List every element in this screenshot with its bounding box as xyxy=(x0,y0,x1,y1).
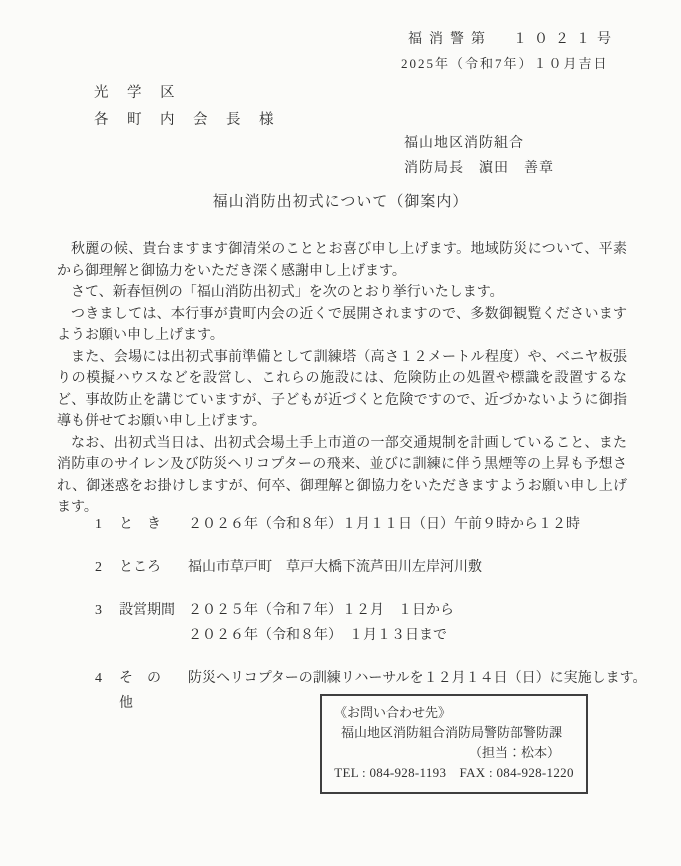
list-item-datetime xyxy=(95,512,635,537)
item-value: 福山市草戸町 草戸大橋下流芦田川左岸河川敷 xyxy=(188,560,482,575)
body-paragraph-traffic-notice: なお、出初式当日は、出初式会場土手上市道の一部交通規制を計画していること、また消防車のサイレン及び防災ヘリコプターの飛来、並びに訓練に伴う黒煙等の上昇も予想され、御迷惑をお掛けしますが、何卒、御理解と御協力をいただきますようお願い申し上げます。 xyxy=(57,435,627,515)
addressee-district: 光 学 区 xyxy=(94,85,177,101)
item-value: 防災ヘリコプターの訓練リハーサルを１２月１４日（日）に実施します。 xyxy=(188,671,647,686)
issue-date: 2025年（令和7年）１０月吉日 xyxy=(401,56,609,71)
item-number: 4 xyxy=(95,671,102,686)
letter-body xyxy=(57,239,627,519)
item-number: 2 xyxy=(95,560,102,575)
document-title: 福山消防出初式について（御案内） xyxy=(212,194,469,210)
body-paragraph-invitation: つきましては、本行事が貴町内会の近くで展開されますので、多数御観覧くださいますようお願い申し上げます。 xyxy=(57,306,627,343)
body-paragraph-announcement: さて、新春恒例の「福山消防出初式」を次のとおり挙行いたします。 xyxy=(71,285,504,300)
list-item-location xyxy=(95,555,635,580)
item-label: そ の 他 xyxy=(119,671,175,711)
item-value-group xyxy=(188,598,635,648)
item-value-group xyxy=(188,555,635,580)
item-value: ２０２６年（令和８年） １月１３日まで xyxy=(188,628,447,643)
item-number: 1 xyxy=(95,517,102,532)
contact-person: （担当：松本） xyxy=(468,745,560,760)
body-paragraph-greeting: 秋麗の候、貴台ますます御清栄のこととお喜び申し上げます。地域防災について、平素から御理解と御協力をいただき深く感謝申し上げます。 xyxy=(57,242,627,279)
addressee-recipients: 各 町 内 会 長 様 xyxy=(94,112,276,128)
contact-heading: 《お問い合わせ先》 xyxy=(334,705,452,720)
item-value: ２０２６年（令和８年）１月１１日（日）午前９時から１２時 xyxy=(188,517,580,532)
sender-signature: 消防局長 濵田 善章 xyxy=(404,161,554,176)
contact-organization: 福山地区消防組合消防局警防部警防課 xyxy=(341,725,563,740)
addressee-block xyxy=(94,80,276,134)
sender-organization: 福山地区消防組合 xyxy=(404,136,524,151)
list-item-setup-period xyxy=(95,598,635,648)
sender-block xyxy=(404,131,554,181)
item-number: 3 xyxy=(95,603,102,618)
item-label: 設営期間 xyxy=(119,603,175,618)
item-label: と き xyxy=(119,517,161,532)
item-value-group xyxy=(188,512,635,537)
document-number: 福消警第 １０２１号 xyxy=(408,32,618,47)
item-value: ２０２５年（令和７年）１２月 １日から xyxy=(188,603,454,618)
body-paragraph-safety-notice: また、会場には出初式事前準備として訓練塔（高さ１２メートル程度）や、ベニヤ板張りの模擬ハウスなどを設営し、これらの施設には、危険防止の処置や標識を設置するなど、事故防止を講じていますが、子どもが近づくと危険ですので、近づかないように御指導も併せてお願い申し上げます。 xyxy=(57,349,627,429)
contact-tel-fax: TEL : 084-928-1193 FAX : 084-928-1220 xyxy=(334,765,574,780)
contact-box xyxy=(320,694,588,794)
item-label: ところ xyxy=(119,560,161,575)
